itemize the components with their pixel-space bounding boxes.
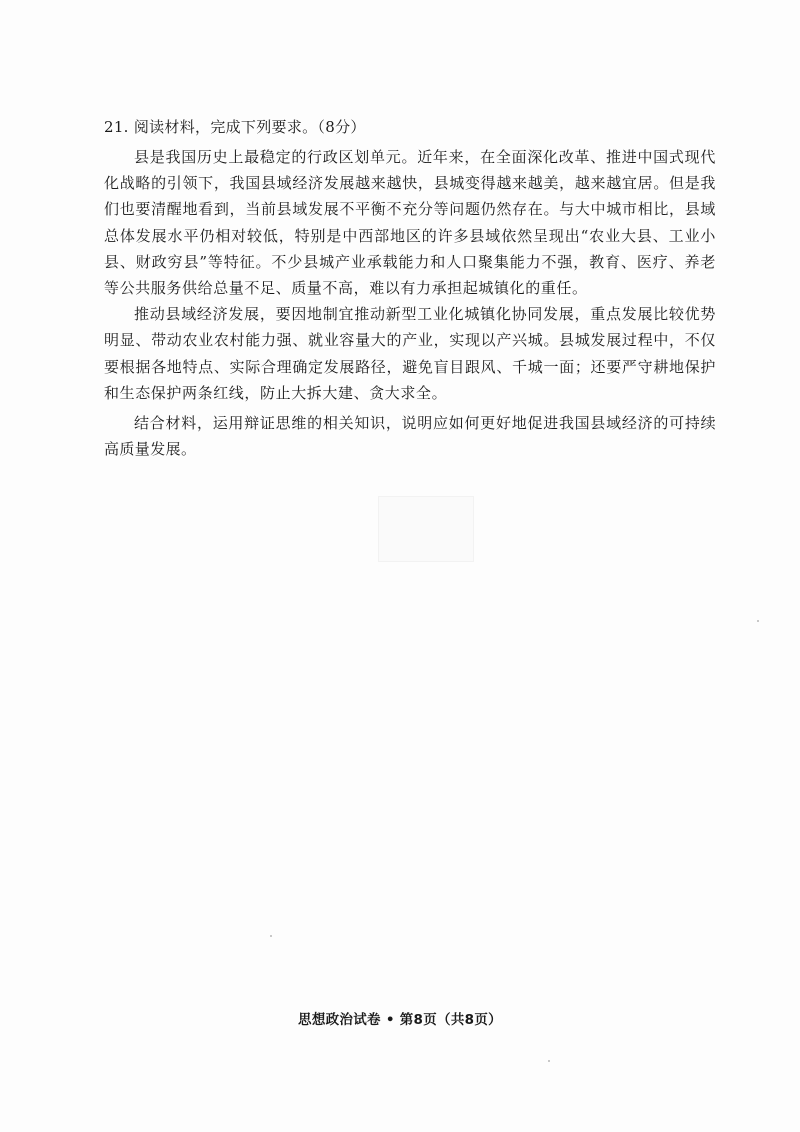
scan-artifact xyxy=(378,496,474,562)
question-heading: 21. 阅读材料，完成下列要求。（8分） xyxy=(104,118,366,136)
page-footer: 思想政治试卷 • 第8页（共8页） xyxy=(298,1012,502,1028)
question-21 xyxy=(104,112,716,462)
scan-speck xyxy=(548,1060,550,1062)
question-prompt: 结合材料，运用辩证思维的相关知识，说明应如何更好地促进我国县域经济的可持续高质量发展。 xyxy=(104,414,716,459)
material-paragraph-1: 县是我国历史上最稳定的行政区划单元。近年来，在全面深化改革、推进中国式现代化战略的引领下，我国县域经济发展越来越快，县城变得越来越美，越来越宜居。但是我们也要清醒地看到，当前县域发展不平衡不充分等问题仍然存在。与大中城市相比，县域总体发展水平仍相对较低，特别是中西部地区的许多县域依然呈现出“农业大县、工业小县、财政穷县”等特征。不少县城产业承载能力和人口聚集能力不强，教育、医疗、养老等公共服务供给总量不足、质量不高，难以有力承担起城镇化的重任。 xyxy=(104,148,716,298)
material-paragraph-2: 推动县域经济发展，要因地制宜推动新型工业化城镇化协同发展，重点发展比较优势明显、带动农业农村能力强、就业容量大的产业，实现以产兴城。县城发展过程中，不仅要根据各地特点、实际合理确定发展路径，避免盲目跟风、千城一面；还要严守耕地保护和生态保护两条红线，防止大拆大建、贪大求全。 xyxy=(104,305,716,402)
scan-speck xyxy=(757,620,759,622)
scan-speck xyxy=(270,935,272,937)
